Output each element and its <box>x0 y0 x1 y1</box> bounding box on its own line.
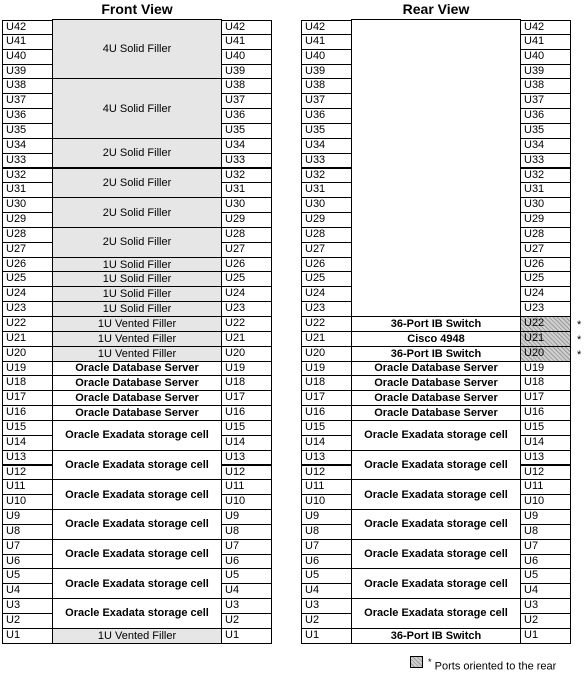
front-rack-device: Oracle Exadata storage cell <box>52 420 222 451</box>
front-unit-label-right: U2 <box>221 613 272 629</box>
front-unit-label-left: U36 <box>2 108 53 124</box>
front-rack-device: 1U Solid Filler <box>52 301 222 317</box>
front-unit-label-left: U34 <box>2 138 53 154</box>
front-unit-label-right: U25 <box>221 271 272 287</box>
rear-unit-label-right: U36 <box>520 108 571 124</box>
front-unit-label-left: U17 <box>2 390 53 406</box>
rear-unit-label-right: U30 <box>520 197 571 213</box>
front-rack-device: 2U Solid Filler <box>52 168 222 199</box>
front-unit-label-left: U31 <box>2 182 53 198</box>
front-rack-device: 2U Solid Filler <box>52 227 222 258</box>
rear-ports-marker: * <box>577 319 582 331</box>
front-unit-label-left: U7 <box>2 539 53 555</box>
rear-unit-label-left: U41 <box>301 34 352 50</box>
front-unit-label-right: U24 <box>221 286 272 302</box>
front-unit-label-left: U4 <box>2 583 53 599</box>
rear-unit-label-right: U4 <box>520 583 571 599</box>
rear-unit-label-right: U16 <box>520 405 571 421</box>
front-rack-device: 4U Solid Filler <box>52 78 222 138</box>
front-unit-label-right: U9 <box>221 509 272 525</box>
front-unit-label-left: U9 <box>2 509 53 525</box>
rear-view-rack <box>301 20 571 644</box>
front-unit-label-left: U24 <box>2 286 53 302</box>
front-rack-device: 1U Vented Filler <box>52 331 222 347</box>
front-unit-label-left: U26 <box>2 257 53 273</box>
rear-rack-device: Oracle Database Server <box>351 361 521 377</box>
front-unit-label-right: U10 <box>221 494 272 510</box>
front-unit-label-left: U2 <box>2 613 53 629</box>
rear-unit-label-left: U31 <box>301 182 352 198</box>
front-unit-label-right: U6 <box>221 554 272 570</box>
front-unit-label-right: U20 <box>221 346 272 362</box>
front-unit-label-left: U10 <box>2 494 53 510</box>
rear-rack-device: Oracle Database Server <box>351 375 521 391</box>
front-unit-label-left: U8 <box>2 524 53 540</box>
front-unit-label-left: U30 <box>2 197 53 213</box>
front-unit-label-right: U35 <box>221 123 272 139</box>
rear-unit-label-left: U14 <box>301 435 352 451</box>
front-unit-label-right: U5 <box>221 568 272 584</box>
front-unit-label-left: U23 <box>2 301 53 317</box>
front-unit-label-left: U14 <box>2 435 53 451</box>
rear-unit-label-left: U12 <box>301 465 352 481</box>
front-unit-label-left: U35 <box>2 123 53 139</box>
rear-unit-label-right: U10 <box>520 494 571 510</box>
rear-view-title: Rear View <box>402 1 470 17</box>
rear-unit-label-right: U24 <box>520 286 571 302</box>
rear-unit-label-left: U11 <box>301 479 352 495</box>
front-unit-label-right: U27 <box>221 242 272 258</box>
rear-unit-label-left: U40 <box>301 49 352 65</box>
rear-unit-label-left: U27 <box>301 242 352 258</box>
rear-unit-label-left: U22 <box>301 316 352 332</box>
rear-unit-label-right: U18 <box>520 375 571 391</box>
front-unit-label-left: U41 <box>2 34 53 50</box>
front-unit-label-right: U12 <box>221 465 272 481</box>
rear-unit-label-left: U5 <box>301 568 352 584</box>
rear-unit-label-right: U31 <box>520 182 571 198</box>
rear-unit-label-right: U12 <box>520 465 571 481</box>
rear-unit-label-right: U1 <box>520 628 571 644</box>
front-unit-label-left: U21 <box>2 331 53 347</box>
rear-rack-device: Oracle Database Server <box>351 405 521 421</box>
rear-unit-label-left: U19 <box>301 361 352 377</box>
front-unit-label-right: U17 <box>221 390 272 406</box>
front-rack-device: Oracle Exadata storage cell <box>52 568 222 599</box>
rear-unit-label-left: U17 <box>301 390 352 406</box>
front-unit-label-right: U8 <box>221 524 272 540</box>
rear-unit-label-left: U24 <box>301 286 352 302</box>
rear-unit-label-right: U21 <box>520 331 571 347</box>
front-unit-label-left: U29 <box>2 212 53 228</box>
rear-unit-label-left: U26 <box>301 257 352 273</box>
rear-unit-label-right: U2 <box>520 613 571 629</box>
front-unit-label-right: U1 <box>221 628 272 644</box>
rear-rack-device: Oracle Exadata storage cell <box>351 479 521 510</box>
front-unit-label-right: U40 <box>221 49 272 65</box>
front-unit-label-left: U27 <box>2 242 53 258</box>
front-unit-label-left: U11 <box>2 479 53 495</box>
rear-rack-device: Cisco 4948 <box>351 331 521 347</box>
rear-unit-label-right: U20 <box>520 346 571 362</box>
legend-text: Ports oriented to the rear <box>434 660 557 673</box>
front-unit-label-right: U22 <box>221 316 272 332</box>
rear-unit-label-right: U38 <box>520 78 571 94</box>
rear-unit-label-right: U13 <box>520 450 571 466</box>
rear-unit-label-right: U17 <box>520 390 571 406</box>
rear-unit-label-left: U13 <box>301 450 352 466</box>
rear-rack-device: Oracle Exadata storage cell <box>351 539 521 570</box>
legend <box>428 655 556 674</box>
rear-unit-label-left: U34 <box>301 138 352 154</box>
front-unit-label-right: U32 <box>221 168 272 184</box>
front-unit-label-left: U6 <box>2 554 53 570</box>
front-unit-label-left: U28 <box>2 227 53 243</box>
front-unit-label-left: U3 <box>2 598 53 614</box>
front-rack-device: 2U Solid Filler <box>52 138 222 169</box>
front-view-rack <box>2 20 272 644</box>
front-unit-label-left: U1 <box>2 628 53 644</box>
front-unit-label-right: U26 <box>221 257 272 273</box>
front-unit-label-left: U37 <box>2 93 53 109</box>
rear-unit-label-right: U6 <box>520 554 571 570</box>
front-rack-device: 4U Solid Filler <box>52 19 222 79</box>
front-rack-device: 2U Solid Filler <box>52 197 222 228</box>
rear-unit-label-right: U26 <box>520 257 571 273</box>
rear-unit-label-right: U22 <box>520 316 571 332</box>
rear-rack-device: 36-Port IB Switch <box>351 316 521 332</box>
front-unit-label-right: U16 <box>221 405 272 421</box>
rear-rack-device: Oracle Database Server <box>351 390 521 406</box>
rear-unit-label-left: U6 <box>301 554 352 570</box>
rear-unit-label-left: U33 <box>301 153 352 169</box>
rear-rack-device: Oracle Exadata storage cell <box>351 509 521 540</box>
front-unit-label-right: U4 <box>221 583 272 599</box>
front-rack-device: Oracle Exadata storage cell <box>52 598 222 629</box>
front-unit-label-left: U19 <box>2 361 53 377</box>
rear-unit-label-right: U9 <box>520 509 571 525</box>
rear-unit-label-left: U2 <box>301 613 352 629</box>
rear-unit-label-right: U32 <box>520 168 571 184</box>
rear-unit-label-left: U20 <box>301 346 352 362</box>
rear-unit-label-right: U7 <box>520 539 571 555</box>
rear-unit-label-left: U39 <box>301 64 352 80</box>
front-rack-device: Oracle Exadata storage cell <box>52 509 222 540</box>
rear-unit-label-left: U8 <box>301 524 352 540</box>
front-unit-label-left: U40 <box>2 49 53 65</box>
rear-unit-label-left: U21 <box>301 331 352 347</box>
rear-unit-label-left: U38 <box>301 78 352 94</box>
rear-unit-label-left: U36 <box>301 108 352 124</box>
front-rack-device: 1U Vented Filler <box>52 628 222 644</box>
rear-unit-label-right: U29 <box>520 212 571 228</box>
front-unit-label-right: U30 <box>221 197 272 213</box>
rear-unit-label-right: U19 <box>520 361 571 377</box>
front-rack-device: Oracle Database Server <box>52 405 222 421</box>
legend-marker: * <box>428 657 432 667</box>
rear-rack-device: 36-Port IB Switch <box>351 346 521 362</box>
front-unit-label-left: U32 <box>2 168 53 184</box>
rear-unit-label-left: U3 <box>301 598 352 614</box>
rear-unit-label-right: U40 <box>520 49 571 65</box>
front-unit-label-right: U3 <box>221 598 272 614</box>
rear-unit-label-left: U18 <box>301 375 352 391</box>
front-rack-device: Oracle Exadata storage cell <box>52 539 222 570</box>
rear-unit-label-right: U15 <box>520 420 571 436</box>
rear-unit-label-left: U37 <box>301 93 352 109</box>
front-rack-device: 1U Vented Filler <box>52 346 222 362</box>
front-unit-label-right: U14 <box>221 435 272 451</box>
front-view-title: Front View <box>101 1 173 17</box>
front-rack-device: Oracle Database Server <box>52 375 222 391</box>
front-unit-label-right: U37 <box>221 93 272 109</box>
front-unit-label-right: U21 <box>221 331 272 347</box>
front-unit-label-left: U5 <box>2 568 53 584</box>
rear-rack-device: Oracle Exadata storage cell <box>351 420 521 451</box>
rear-ports-marker: * <box>577 333 582 346</box>
rear-unit-label-right: U28 <box>520 227 571 243</box>
rear-unit-label-right: U23 <box>520 301 571 317</box>
front-unit-label-left: U12 <box>2 465 53 481</box>
rear-unit-label-right: U5 <box>520 568 571 584</box>
rear-unit-label-right: U37 <box>520 93 571 109</box>
front-unit-label-right: U38 <box>221 78 272 94</box>
rear-rack-device: Oracle Exadata storage cell <box>351 450 521 481</box>
rear-unit-label-left: U32 <box>301 168 352 184</box>
rear-unit-label-left: U35 <box>301 123 352 139</box>
front-unit-label-right: U19 <box>221 361 272 377</box>
rear-unit-label-right: U42 <box>520 20 571 35</box>
rear-ports-marker: * <box>577 348 582 361</box>
rear-unit-label-right: U3 <box>520 598 571 614</box>
rear-unit-label-left: U42 <box>301 20 352 35</box>
front-unit-label-right: U11 <box>221 479 272 495</box>
front-unit-label-left: U38 <box>2 78 53 94</box>
front-unit-label-right: U13 <box>221 450 272 466</box>
rear-unit-label-left: U28 <box>301 227 352 243</box>
front-unit-label-left: U15 <box>2 420 53 436</box>
rear-unit-label-right: U25 <box>520 271 571 287</box>
front-unit-label-left: U39 <box>2 64 53 80</box>
front-unit-label-left: U13 <box>2 450 53 466</box>
front-unit-label-right: U33 <box>221 153 272 169</box>
front-unit-label-right: U23 <box>221 301 272 317</box>
front-unit-label-right: U29 <box>221 212 272 228</box>
front-unit-label-right: U36 <box>221 108 272 124</box>
front-unit-label-right: U34 <box>221 138 272 154</box>
front-unit-label-left: U16 <box>2 405 53 421</box>
rear-unit-label-left: U15 <box>301 420 352 436</box>
rear-unit-label-right: U33 <box>520 153 571 169</box>
rear-rack-device: 36-Port IB Switch <box>351 628 521 644</box>
rear-unit-label-left: U7 <box>301 539 352 555</box>
rear-unit-label-left: U25 <box>301 271 352 287</box>
rear-unit-label-right: U8 <box>520 524 571 540</box>
hatched-legend-swatch <box>410 656 423 668</box>
front-rack-device: Oracle Exadata storage cell <box>52 450 222 481</box>
front-rack-device: 1U Vented Filler <box>52 316 222 332</box>
front-unit-label-left: U42 <box>2 20 53 35</box>
rear-unit-label-left: U1 <box>301 628 352 644</box>
front-rack-device: Oracle Database Server <box>52 390 222 406</box>
front-rack-device: 1U Solid Filler <box>52 286 222 302</box>
front-rack-device: Oracle Database Server <box>52 361 222 377</box>
front-unit-label-right: U31 <box>221 182 272 198</box>
rear-unit-label-right: U41 <box>520 34 571 50</box>
rear-unit-label-right: U39 <box>520 64 571 80</box>
front-unit-label-right: U28 <box>221 227 272 243</box>
front-rack-device: 1U Solid Filler <box>52 257 222 273</box>
rear-unit-label-left: U4 <box>301 583 352 599</box>
front-unit-label-right: U41 <box>221 34 272 50</box>
front-unit-label-left: U25 <box>2 271 53 287</box>
rear-unit-label-left: U9 <box>301 509 352 525</box>
rear-unit-label-right: U14 <box>520 435 571 451</box>
front-unit-label-right: U42 <box>221 20 272 35</box>
rear-unit-label-left: U29 <box>301 212 352 228</box>
rear-unit-label-left: U30 <box>301 197 352 213</box>
rear-rack-device: Oracle Exadata storage cell <box>351 568 521 599</box>
front-unit-label-left: U33 <box>2 153 53 169</box>
rear-unit-label-left: U10 <box>301 494 352 510</box>
rear-unit-label-left: U16 <box>301 405 352 421</box>
front-unit-label-right: U15 <box>221 420 272 436</box>
rear-unit-label-right: U35 <box>520 123 571 139</box>
front-rack-device: 1U Solid Filler <box>52 271 222 287</box>
front-rack-device: Oracle Exadata storage cell <box>52 479 222 510</box>
rear-rack-device <box>351 19 521 317</box>
rear-unit-label-left: U23 <box>301 301 352 317</box>
rear-unit-label-right: U27 <box>520 242 571 258</box>
front-unit-label-left: U22 <box>2 316 53 332</box>
rear-rack-device: Oracle Exadata storage cell <box>351 598 521 629</box>
front-unit-label-right: U7 <box>221 539 272 555</box>
front-unit-label-left: U20 <box>2 346 53 362</box>
front-unit-label-right: U18 <box>221 375 272 391</box>
rear-unit-label-right: U34 <box>520 138 571 154</box>
rear-unit-label-right: U11 <box>520 479 571 495</box>
front-unit-label-left: U18 <box>2 375 53 391</box>
front-unit-label-right: U39 <box>221 64 272 80</box>
